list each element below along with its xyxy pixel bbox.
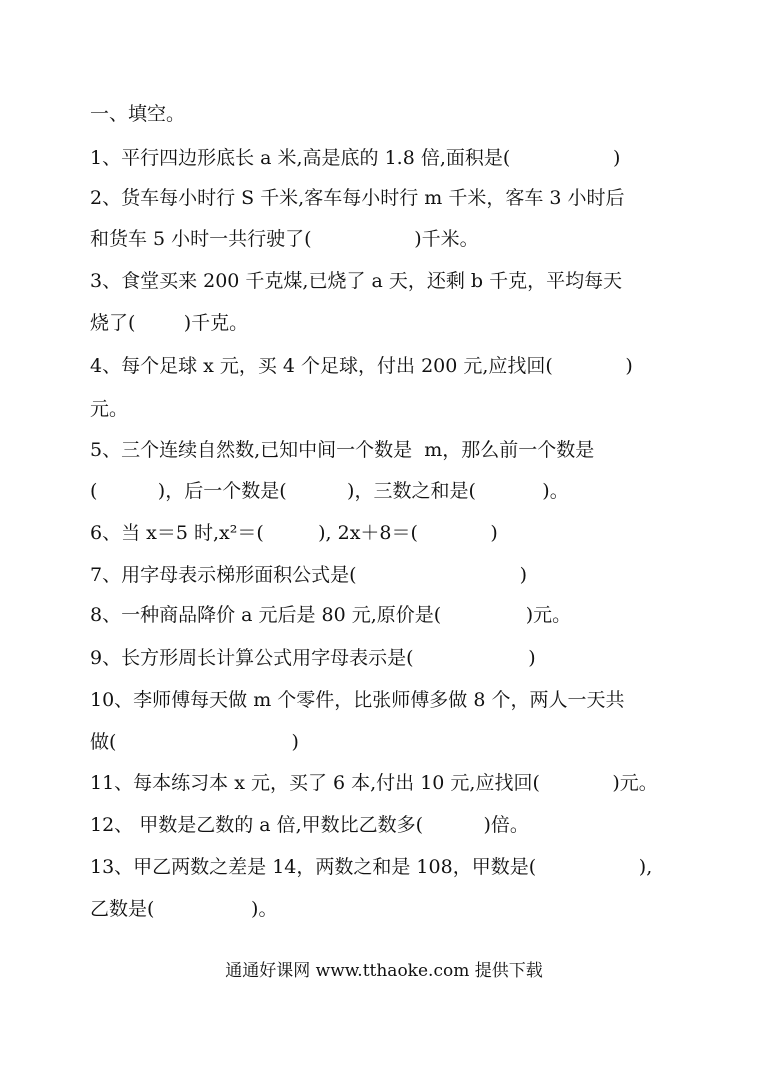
footer-source: 通通好课网 www.tthaoke.com 提供下载 — [225, 961, 543, 981]
question-line-1: 1、平行四边形底长 a 米,高是底的 1.8 倍,面积是( ) — [90, 147, 621, 169]
question-line-8: 8、一种商品降价 a 元后是 80 元,原价是( )元。 — [90, 604, 572, 626]
question-line-2a: 2、货车每小时行 S 千米,客车每小时行 m 千米，客车 3 小时后 — [90, 187, 625, 209]
question-line-12: 12、 甲数是乙数的 a 倍,甲数比乙数多( )倍。 — [90, 814, 529, 836]
question-line-5a: 5、三个连续自然数,已知中间一个数是 m，那么前一个数是 — [90, 439, 595, 461]
question-line-13a: 13、甲乙两数之差是 14，两数之和是 108，甲数是( ), — [90, 856, 653, 878]
question-line-3b: 烧了( )千克。 — [90, 312, 249, 334]
question-line-2b: 和货车 5 小时一共行驶了( )千米。 — [90, 228, 479, 250]
question-line-10b: 做( ) — [90, 731, 299, 753]
question-line-11: 11、每本练习本 x 元，买了 6 本,付出 10 元,应找回( )元。 — [90, 772, 658, 794]
question-line-13b: 乙数是( )。 — [90, 898, 278, 920]
section-title: 一、填空。 — [90, 103, 186, 125]
question-line-4b: 元。 — [90, 398, 129, 420]
question-line-4a: 4、每个足球 x 元，买 4 个足球，付出 200 元,应找回( ) — [90, 355, 633, 377]
question-line-6: 6、当 x＝5 时,x²＝( ), 2x＋8＝( ) — [90, 522, 498, 544]
question-line-10a: 10、李师傅每天做 m 个零件，比张师傅多做 8 个，两人一天共 — [90, 689, 625, 711]
question-line-7: 7、用字母表示梯形面积公式是( ) — [90, 564, 527, 586]
question-line-9: 9、长方形周长计算公式用字母表示是( ) — [90, 647, 536, 669]
question-line-3a: 3、食堂买来 200 千克煤,已烧了 a 天，还剩 b 千克，平均每天 — [90, 270, 623, 292]
question-line-5b: ( )，后一个数是( )，三数之和是( )。 — [90, 480, 569, 502]
